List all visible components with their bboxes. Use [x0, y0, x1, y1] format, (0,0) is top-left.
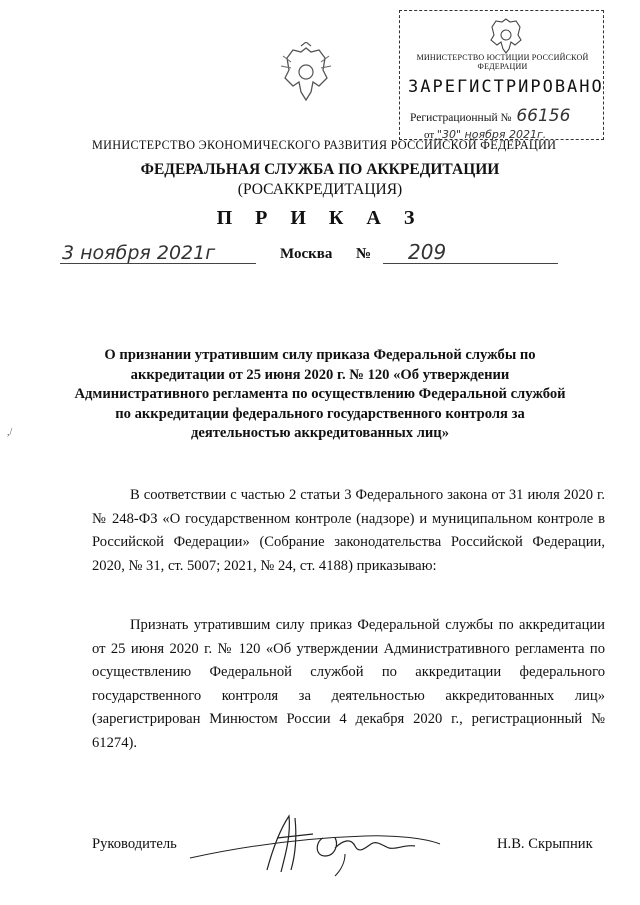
body-paragraph-2: Признать утратившим силу приказ Федеральной службы по аккредитации от 25 июня 2020 г. № 120 «Об утверждении Административного регламента по осуществлению Федеральной службой по аккредитации федерального государственного контроля за деятельностью аккредитованных лиц» (зарегистрирован Минюстом России 4 декабря 2020 г., регистрационный № 61274).: [92, 617, 605, 751]
stamp-reg-number: 66156: [516, 106, 571, 126]
order-number: 209: [408, 240, 447, 264]
ministry-name: МИНИСТЕРСТВО ЭКОНОМИЧЕСКОГО РАЗВИТИЯ РОССИЙСКОЙ ФЕДЕРАЦИИ: [92, 138, 557, 152]
stamp-date-prefix: от: [424, 129, 435, 141]
stamp-registration: [410, 106, 570, 126]
stamp-status-text: ЗАРЕГИСТРИРОВАНО: [408, 77, 604, 97]
coat-of-arms-emblem: [279, 42, 333, 104]
stamp-ministry-text: МИНИСТЕРСТВО ЮСТИЦИИ РОССИЙСКОЙ ФЕДЕРАЦИИ: [416, 53, 589, 71]
order-date: 3 ноября 2021г: [62, 242, 216, 264]
stamp-reg-label: Регистрационный №: [410, 112, 512, 124]
registration-stamp: [399, 10, 604, 140]
body-paragraph-1: В соответствии с частью 2 статьи 3 Федерального закона от 31 июля 2020 г. № 248-ФЗ «О государственном контроле (надзоре) и муниципальном контроле в Российской Федерации» (Собрание законодательства Российской Федерации, 2020, № 31, ст. 5007; 2021, № 24, ст. 4188) приказываю:: [92, 487, 605, 574]
order-title: О признании утратившим силу приказа Федеральной службы по аккредитации от 25 июня 2020 г. № 120 «Об утверждении Административного регламента по осуществлению Федеральной службой по аккредитации федерального государственного контроля за деятельностью аккредитованных лиц»: [74, 347, 566, 441]
handwritten-signature: [185, 808, 445, 880]
signatory-role: Руководитель: [92, 836, 177, 852]
stamp-date-value: "30" ноября 2021г.: [436, 128, 547, 141]
number-sign: №: [356, 246, 372, 262]
order-city: Москва: [280, 246, 333, 262]
margin-mark: ,/: [7, 427, 13, 438]
agency-short-name: (РОСАККРЕДИТАЦИЯ): [237, 181, 403, 198]
signatory-name: Н.В. Скрыпник: [497, 836, 593, 852]
document-type: П Р И К А З: [216, 207, 424, 229]
agency-name: ФЕДЕРАЛЬНАЯ СЛУЖБА ПО АККРЕДИТАЦИИ: [140, 161, 500, 178]
stamp-emblem-icon: [488, 15, 524, 55]
